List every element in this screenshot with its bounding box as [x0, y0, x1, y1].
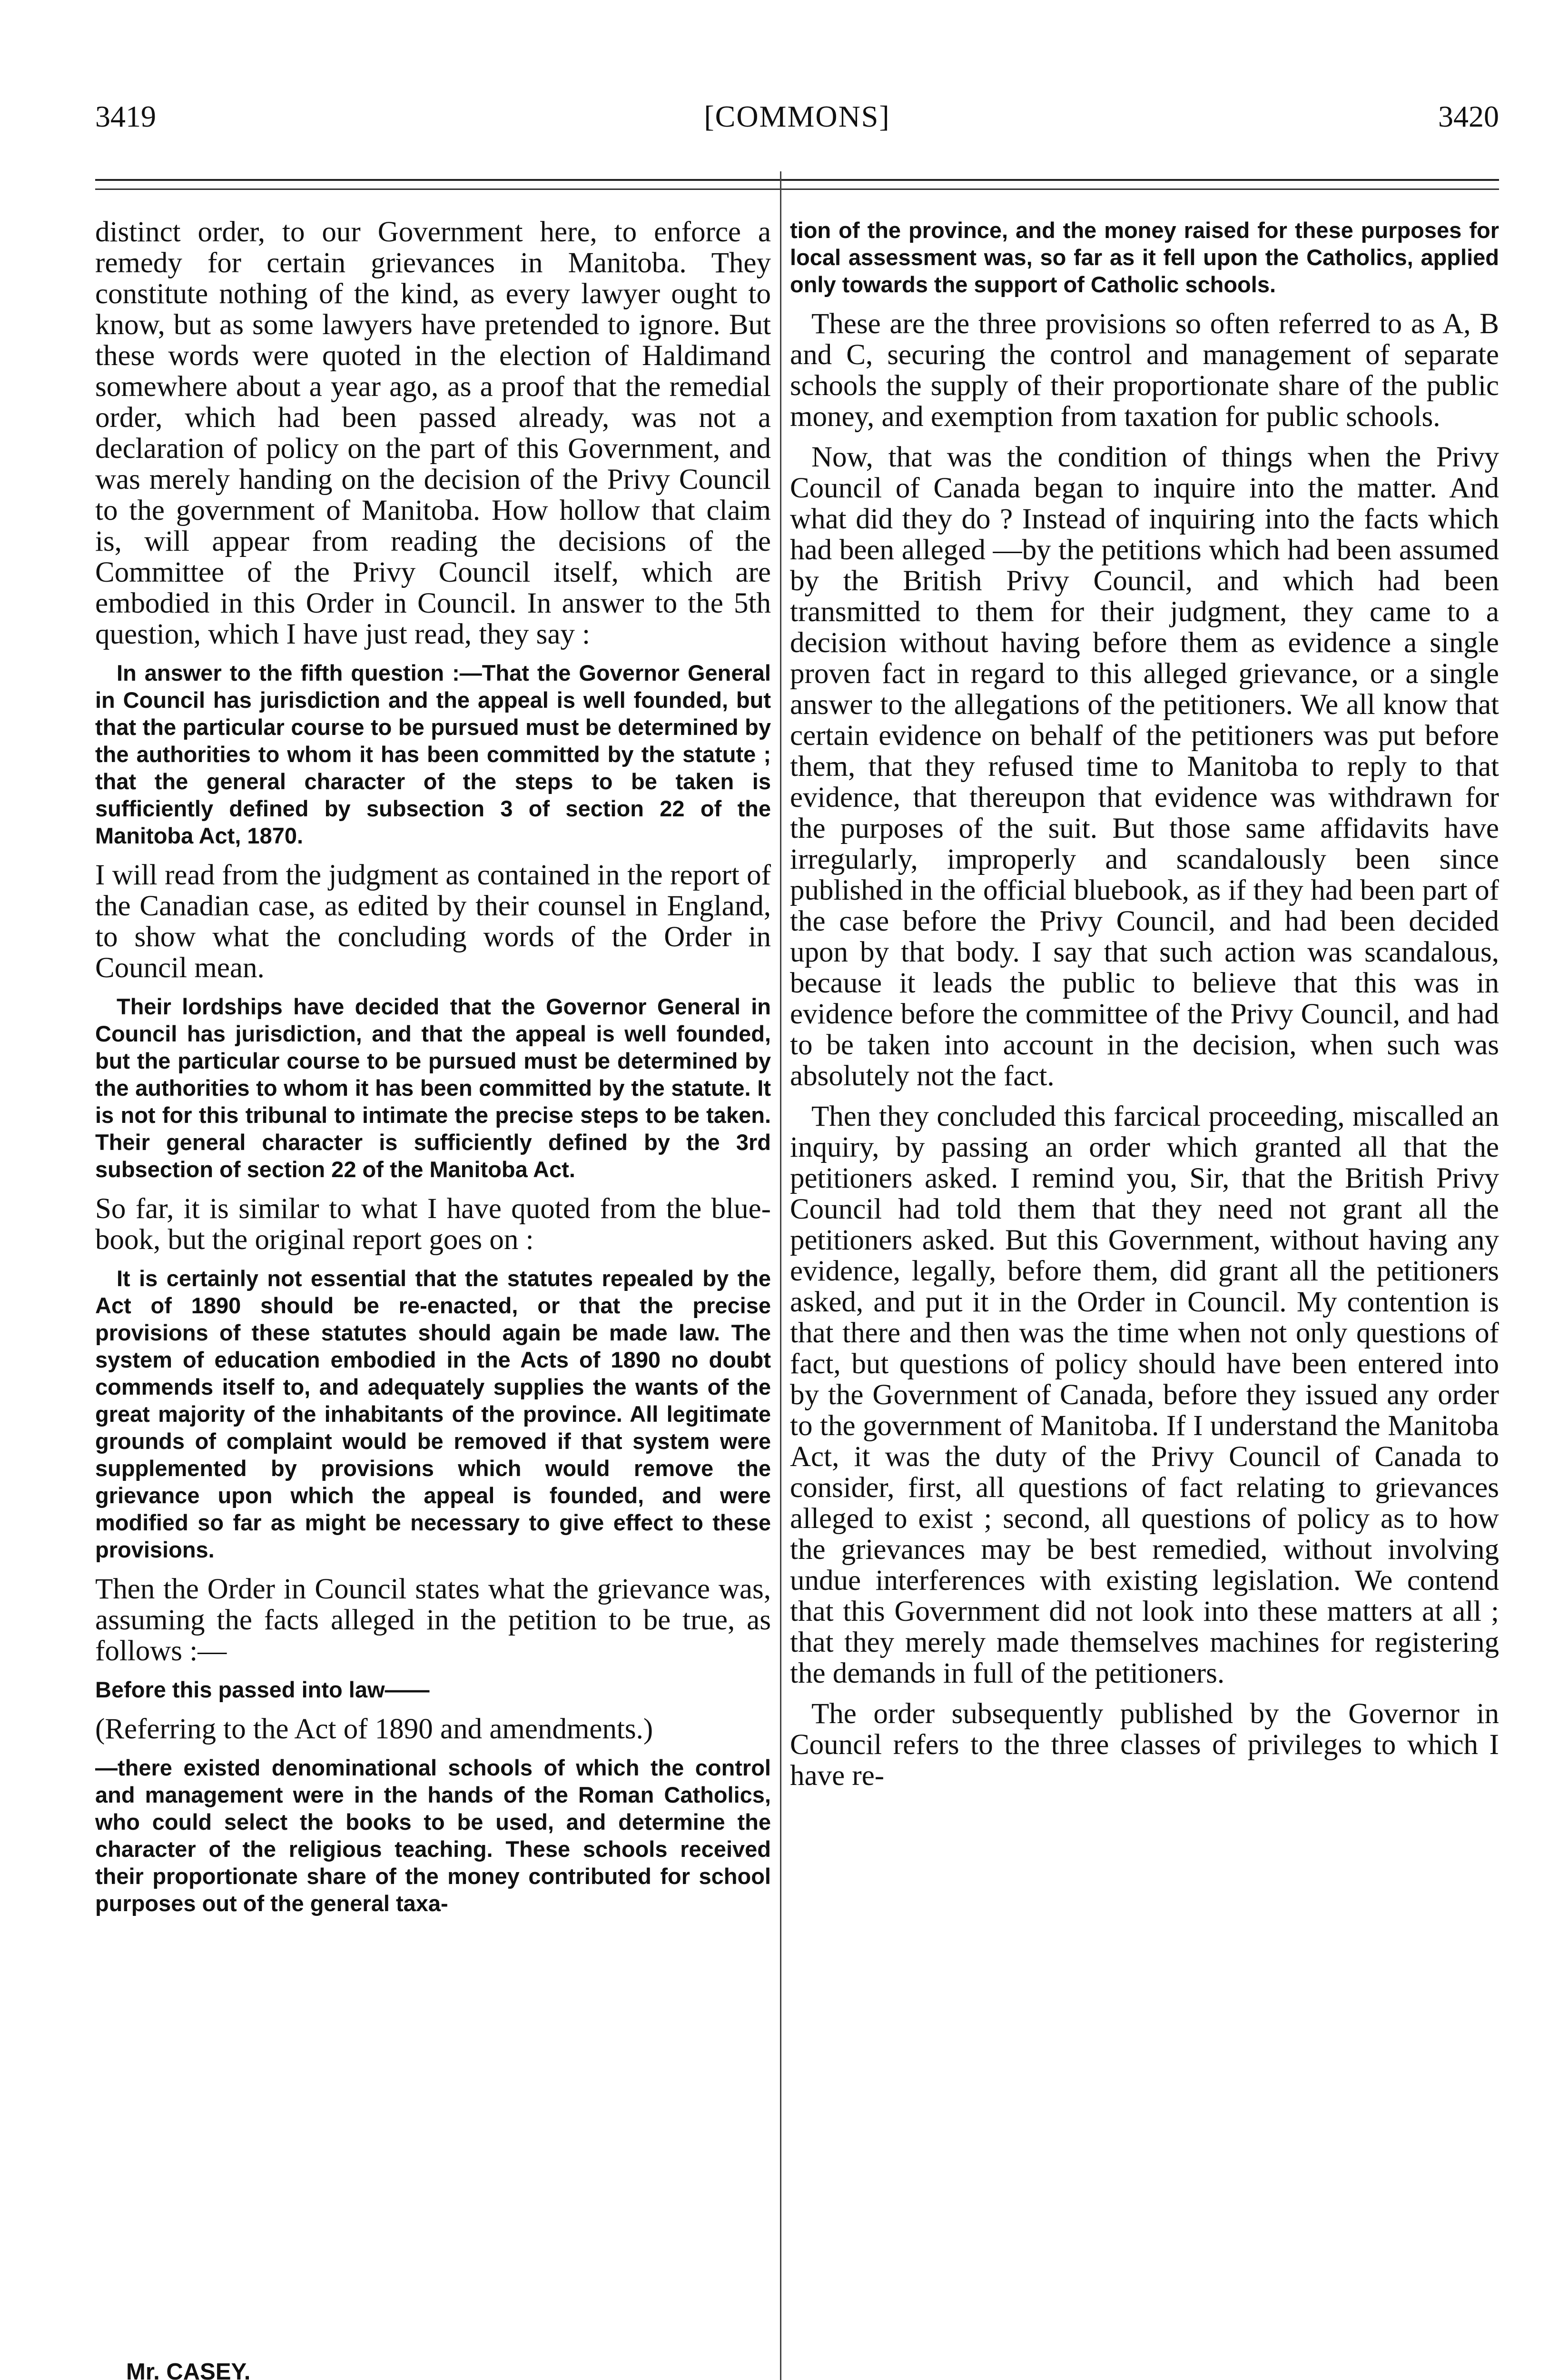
- speech-paragraph: These are the three provisions so often referred to as A, B and C, securing the control and management of separate schools the supply of their proportionate share of the public money, and exemption from taxation for public schools.: [790, 308, 1499, 433]
- page-number-left: 3419: [95, 99, 156, 133]
- column-divider: [780, 171, 781, 2380]
- quoted-extract: In answer to the fifth question :—That the Governor General in Council has jurisdiction and the appeal is well founded, but that the particular course to be pursued must be determined by the authorities to whom it has been committed by the statute ; that the general character of the steps to be taken is sufficiently defined by subsection 3 of section 22 of the Manitoba Act, 1870.: [95, 660, 771, 848]
- speech-paragraph: Then they concluded this farcical proceeding, miscalled an inquiry, by passing an order which granted all that the petitioners asked. I remind you, Sir, that the British Privy Council had told them that they need not grant all the petitioners asked. But this Government, without having any evidence, legally, before them, did grant all the petitioners asked, and put it in the Order in Council. My contention is that there and then was the time when not only questions of fact, but questions of policy should have been entered into by the Government of Canada, before they issued any order to the government of Manitoba. If I understand the Manitoba Act, it was the duty of the Privy Council of Canada to consider, first, all questions of fact relating to grievances alleged to exist ; second, all questions of policy as to how the grievances may be best remedied, without involving undue interferences with existing legislation. We contend that this Government did not look into these matters at all ; that they merely made themselves machines for registering the demands in full of the petitioners.: [790, 1101, 1499, 1689]
- left-column: [95, 217, 771, 1927]
- quoted-extract: Before this passed into law——: [95, 1677, 430, 1702]
- speech-paragraph: Now, that was the condition of things when the Privy Council of Canada began to inquire into the matter. And what did they do ? Instead of inquiring into the facts which had been alleged —by the petitions which had been assumed by the British Privy Council, and which had been transmitted to them for their judgment, they came to a decision without having before them as evidence a single proven fact in regard to this alleged grievance, or a single answer to the allegations of the petitioners. We all know that certain evidence on behalf of the petitioners was put before them, that they refused time to Manitoba to reply to that evidence, that thereupon that evidence was withdrawn for the purposes of the suit. But those same affidavits have irregularly, improperly and scandalously been since published in the official bluebook, as if they had been part of the case before the Privy Council, and had been decided upon by that body. I say that such action was scandalous, because it leads the public to believe that this was in evidence before the committee of the Privy Council, and had to be taken into account in the decision, when such was absolutely not the fact.: [790, 441, 1499, 1092]
- speech-paragraph: Then the Order in Council states what the grievance was, assuming the facts alleged in the petition to be true, as follows :—: [95, 1573, 771, 1667]
- right-column: [790, 217, 1499, 1801]
- speaker-name: Mr. CASEY.: [126, 2359, 251, 2380]
- header-rule-bottom: [95, 188, 1499, 190]
- page-header: [95, 99, 1499, 156]
- quoted-extract: It is certainly not essential that the statutes repealed by the Act of 1890 should be re-enacted, or that the precise provisions of these statutes should again be made law. The system of education embodied in the Acts of 1890 no doubt commends itself to, and adequately supplies the wants of the great majority of the inhabitants of the province. All legitimate grounds of complaint would be removed if that system were supplemented by provisions which would remove the grievance upon which the appeal is founded, and were modified so far as might be necessary to give effect to these provisions.: [95, 1266, 771, 1562]
- speech-paragraph: So far, it is similar to what I have quoted from the blue-book, but the original report goes on :: [95, 1193, 771, 1256]
- header-rule-top: [95, 179, 1499, 181]
- running-title: [COMMONS]: [704, 99, 890, 133]
- quoted-extract: —there existed denominational schools of which the control and management were in the hands of the Roman Catholics, who could select the books to be used, and determine the character of the religious teaching. These schools received their proportionate share of the money contributed for school purposes out of the general taxa-: [95, 1755, 771, 1916]
- speech-paragraph: (Referring to the Act of 1890 and amendments.): [95, 1713, 653, 1745]
- page-number-right: 3420: [1438, 99, 1499, 133]
- speech-paragraph: distinct order, to our Government here, to enforce a remedy for certain grievances in Manitoba. They constitute nothing of the kind, as every lawyer ought to know, but as some lawyers have pretended to ignore. But these words were quoted in the election of Haldimand somewhere about a year ago, as a proof that the remedial order, which had been passed already, was not a declaration of policy on the part of this Government, and was merely handing on the decision of the Privy Council to the government of Manitoba. How hollow that claim is, will appear from reading the decisions of the Committee of the Privy Council itself, which are embodied in this Order in Council. In answer to the 5th question, which I have just read, they say :: [95, 216, 771, 650]
- speech-paragraph: I will read from the judgment as contained in the report of the Canadian case, as edited by their counsel in England, to show what the concluding words of the Order in Council mean.: [95, 859, 771, 984]
- speech-paragraph: The order subsequently published by the Governor in Council refers to the three classes of privileges to which I have re-: [790, 1698, 1499, 1792]
- quoted-extract: tion of the province, and the money raised for these purposes for local assessment was, so far as it fell upon the Catholics, applied only towards the support of Catholic schools.: [790, 218, 1499, 297]
- quoted-extract: Their lordships have decided that the Governor General in Council has jurisdiction, and that the appeal is well founded, but the particular course to be pursued must be determined by the authorities to whom it has been committed by the statute. It is not for this tribunal to intimate the precise steps to be taken. Their general character is sufficiently defined by the 3rd subsection of section 22 of the Manitoba Act.: [95, 994, 771, 1182]
